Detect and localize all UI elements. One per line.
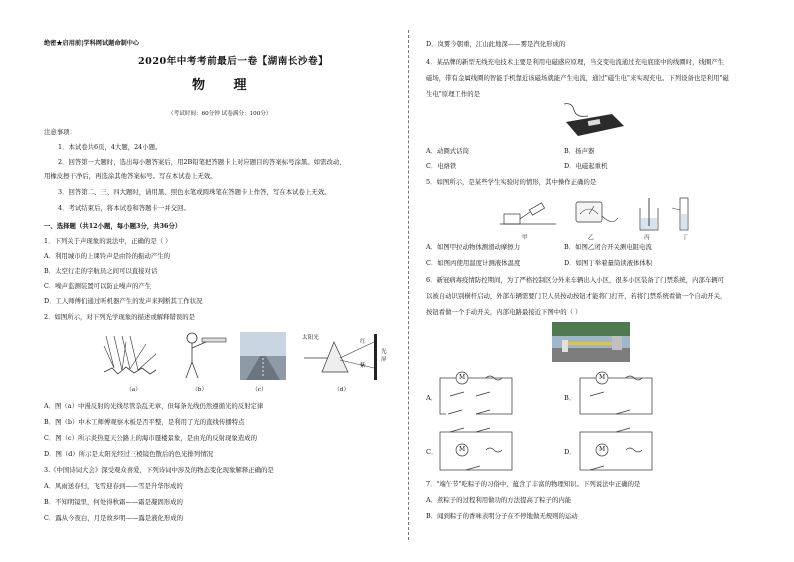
q4-option: C．电烙铁: [426, 162, 457, 170]
q6-stem-line: 以被自动识别横杆启动，外部车辆需要门卫人员按动按钮才能将门打开，若将门禁系统看做一个自动开关，: [426, 292, 727, 300]
q2-option: C．图（c）所示炎热夏天公路上的海市蜃楼景象，是由光的反射现象造成的: [44, 434, 257, 442]
q4-stem-line: 磁场，带有金属线圈的智能手机靠近该磁场就能产生电流，通过"磁生电"来实现充电。下列设备也是利用"磁: [426, 74, 729, 82]
figure-lab-operations: [500, 196, 700, 236]
circuit-c[interactable]: [436, 424, 516, 476]
notice-item: 3．回答第二、三、四大题时，请用黑、照色水笔或圆珠笔在答题卡上作答，写在本试卷上无效。: [58, 188, 331, 196]
figure-gate-photo: [552, 322, 630, 362]
q1-stem: 1．下列关于声现象的说法中，正确的是（ ）: [44, 237, 172, 245]
q1-option: D．工人师傅们通过听机器产生的发声来判断其工作状况: [44, 297, 203, 305]
q1-option: B．太空行走的宇航员之间可以直接对话: [44, 267, 158, 275]
motor-symbol: M: [459, 446, 466, 453]
q6-stem-line: 按钮看做一个手动开关，内部电路最接近下图中的（ ）: [426, 308, 582, 316]
motor-symbol: M: [599, 374, 606, 381]
q7-stem: 7．"端午节"吃粽子的习俗中，蕴含了丰富的物理知识。下列说法中正确的是: [426, 480, 641, 488]
circuit-b[interactable]: [576, 368, 656, 420]
q7-option: A．煮粽子的过程利用做功的方法提高了粽子的内能: [426, 496, 572, 504]
q7-option: B．闻到粽子的香味表明分子在不停地做无规则的运动: [426, 512, 578, 520]
q4-option: B．扬声器: [564, 147, 595, 155]
figure-label-b: （b）: [192, 387, 208, 393]
subject-title: 物 理: [192, 78, 259, 93]
secret-label: 绝密★启用前|学科网试题命制中心: [44, 40, 140, 47]
exam-title: 2020年中考考前最后一卷【湖南长沙卷】: [138, 56, 329, 67]
q5-stem: 5．如图所示，是某些学生实验时的情形，其中操作正确的是: [426, 178, 597, 186]
q4-option: D．电磁起重机: [564, 162, 608, 170]
q6-option-letter: B．: [564, 394, 576, 402]
q5-option: B．如图乙闭合开关测电阻电流: [564, 243, 652, 251]
notice-item: 用橡皮擦干净后，再选涂其他答案标号。写在本试卷上无效。: [44, 172, 217, 180]
motor-symbol: M: [599, 446, 606, 453]
q1-option: C．噪声监测装置可以防止噪声的产生: [44, 282, 152, 290]
right-column: [418, 0, 778, 562]
figure-label-jia: 甲: [522, 235, 528, 241]
prism-sun-label: 太阳光: [302, 335, 319, 341]
figure-label-yi: 乙: [588, 235, 594, 241]
notice-item: 4．考试结束后，将本试卷和答题卡一并交回。: [58, 204, 190, 212]
q2-option: A．图（a）中漫反射的光线尽管杂乱无章，但每条光线仍然遵循光的反射定律: [44, 402, 264, 410]
q1-option: A．利用城市的上课铃声是由铃的振动产生的: [44, 252, 171, 260]
figure-carpenter: [180, 330, 228, 382]
figure-label-d: （d）: [334, 387, 350, 393]
q2-option: B．图（b）中木工师傅观察木板是否平整，是利用了光的直线传播特点: [44, 418, 245, 426]
q5-option: D．如图丁举着量筒读液体体积: [564, 259, 653, 267]
q6-stem-line: 6．新冠病毒疫情防控期间，为了严格控制区分外来车辆出入小区，很多小区装备了门禁系统，内部车辆可: [426, 276, 725, 284]
figure-diffuse-reflection: [100, 332, 160, 380]
q3-stem: 3.《中国诗词大会》深受观众喜爱，下列诗词中涉及的物态变化现象解释正确的是: [44, 466, 274, 474]
prism-screen-label: 光屏: [381, 349, 387, 363]
q6-option-letter: D．: [564, 448, 576, 456]
q6-option-letter: A．: [426, 394, 438, 402]
q3-option: D．岚雾今朝重，江山此地深——雾是汽化形成的: [426, 40, 566, 48]
circuit-d[interactable]: [576, 424, 656, 476]
q3-option: C．露从今夜白，月是故乡明——露是液化形成的: [44, 514, 184, 522]
circuit-a[interactable]: [436, 368, 516, 420]
notice-item: 1．本试卷共6页，4大题，24小题。: [58, 143, 162, 151]
figure-label-bing: 丙: [644, 235, 650, 241]
prism-violet-label: 紫: [360, 363, 366, 369]
left-column: [40, 0, 400, 562]
q2-stem: 2．如图所示，对下列光学现象的描述或解释错误的是: [44, 313, 196, 321]
figure-wireless-charger: [558, 100, 628, 140]
figure-mirage-road: [240, 332, 286, 380]
motor-symbol: M: [459, 374, 466, 381]
notice-item: 2．回答第一大题时，选出每小题答案后，用2B铅笔把答题卡上对应题目的答案标号涂黑。如需改动，: [58, 158, 346, 166]
prism-red-label: 红: [360, 339, 366, 345]
q2-option: D．图（d）所示是太阳光经过三棱镜色散后的色光排列情况: [44, 450, 213, 458]
exam-meta: （考试时间：60分钟 试卷满分：100分）: [168, 111, 272, 117]
q5-option: C．如图丙使用温度计测液体温度: [426, 259, 521, 267]
figure-label-a: （a）: [126, 387, 142, 393]
q4-stem-line: 生电"原理工作的是: [426, 90, 481, 98]
q5-option: A．如图甲拉动物体测滑动摩擦力: [426, 243, 521, 251]
column-divider: [408, 30, 409, 540]
q4-option: A．动圈式话筒: [426, 147, 469, 155]
q4-stem-line: 4．某品牌的新型无线充电技术主要是利用电磁感应原理，当交变电流通过充电底座中的线圈时，线圈产生: [426, 58, 725, 66]
q3-option: B．不知明镜里，何处得秋霜——霜是凝固形成的: [44, 498, 183, 506]
q6-option-letter: C．: [426, 448, 438, 456]
q3-option: A．风雨送春归，飞雪迎春到——雪是升华形成的: [44, 482, 183, 490]
notice-heading: 注意事项：: [44, 128, 76, 136]
figure-label-c: （c）: [252, 387, 267, 393]
figure-label-ding: 丁: [682, 235, 688, 241]
section-heading: 一、选择题（共12小题，每小题3分，共36分）: [44, 222, 182, 230]
